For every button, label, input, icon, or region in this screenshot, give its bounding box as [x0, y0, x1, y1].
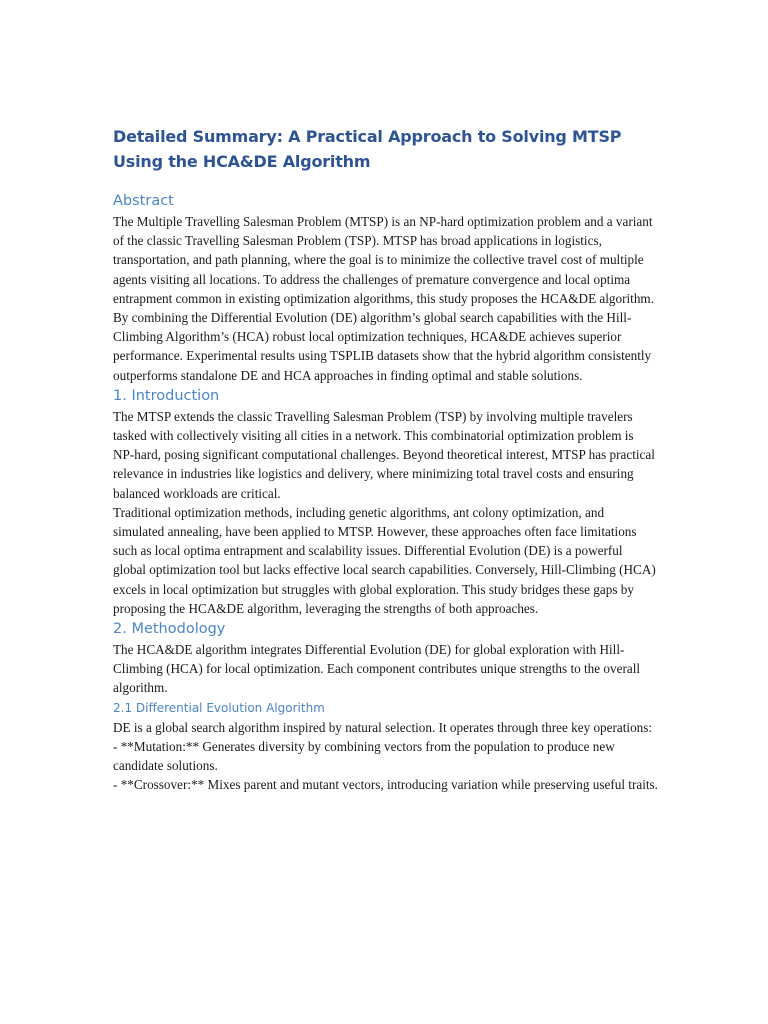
- document-title: Detailed Summary: A Practical Approach to Solving MTSP Using the HCA&DE Algorithm: [113, 127, 622, 171]
- differential-evolution-text: DE is a global search algorithm inspired by natural selection. It operates through three key operations: - **Mutation:** Generates diversity by combining vectors from the population to produce new candidate solutions. - **Crossover:** Mixes parent and mutant vectors, introducing variation while preserving useful traits.: [113, 719, 658, 793]
- introduction-paragraph-2: Traditional optimization methods, including genetic algorithms, ant colony optimization, and simulated annealing, have been applied to MTSP. However, these approaches often face limitations such as local optima entrapment and scalability issues. Differential Evolution (DE) is a powerful global optimization tool but lacks effective local search capabilities. Conversely, Hill-Climbing (HCA) excels in local optimization but struggles with global exploration. This study bridges these gaps by proposing the HCA&DE algorithm, leveraging the strengths of both approaches.: [113, 504, 656, 616]
- methodology-paragraph-1: The HCA&DE algorithm integrates Differential Evolution (DE) for global exploration with Hill-Climbing (HCA) for local optimization. Each component contributes unique strengths to the overall algorithm.: [113, 642, 641, 696]
- methodology-heading: 2. Methodology: [113, 621, 226, 638]
- introduction-paragraph-1: The MTSP extends the classic Travelling Salesman Problem (TSP) by involving multiple travelers tasked with collectively visiting all cities in a network. This combinatorial optimization problem is NP-hard, posing significant computational challenges. Beyond theoretical interest, MTSP has practical relevance in industries like logistics and delivery, where minimizing total travel costs and ensuring balanced workloads are critical.: [113, 408, 655, 501]
- differential-evolution-heading: 2.1 Differential Evolution Algorithm: [113, 700, 325, 715]
- abstract-text: The Multiple Travelling Salesman Problem (MTSP) is an NP-hard optimization problem and a variant of the classic Travelling Salesman Problem (TSP). MTSP has broad applications in logistics, transportation, and path planning, where the goal is to minimize the collective travel cost of multiple agents visiting all locations. To address the challenges of premature convergence and local optima entrapment common in existing optimization algorithms, this study proposes the HCA&DE algorithm. By combining the Differential Evolution (DE) algorithm’s global search capabilities with the Hill-Climbing Algorithm’s (HCA) robust local optimization techniques, HCA&DE achieves superior performance. Experimental results using TSPLIB datasets show that the hybrid algorithm consistently outperforms standalone DE and HCA approaches in finding optimal and stable solutions.: [113, 214, 654, 383]
- introduction-heading: 1. Introduction: [113, 387, 220, 404]
- abstract-heading: Abstract: [113, 193, 174, 209]
